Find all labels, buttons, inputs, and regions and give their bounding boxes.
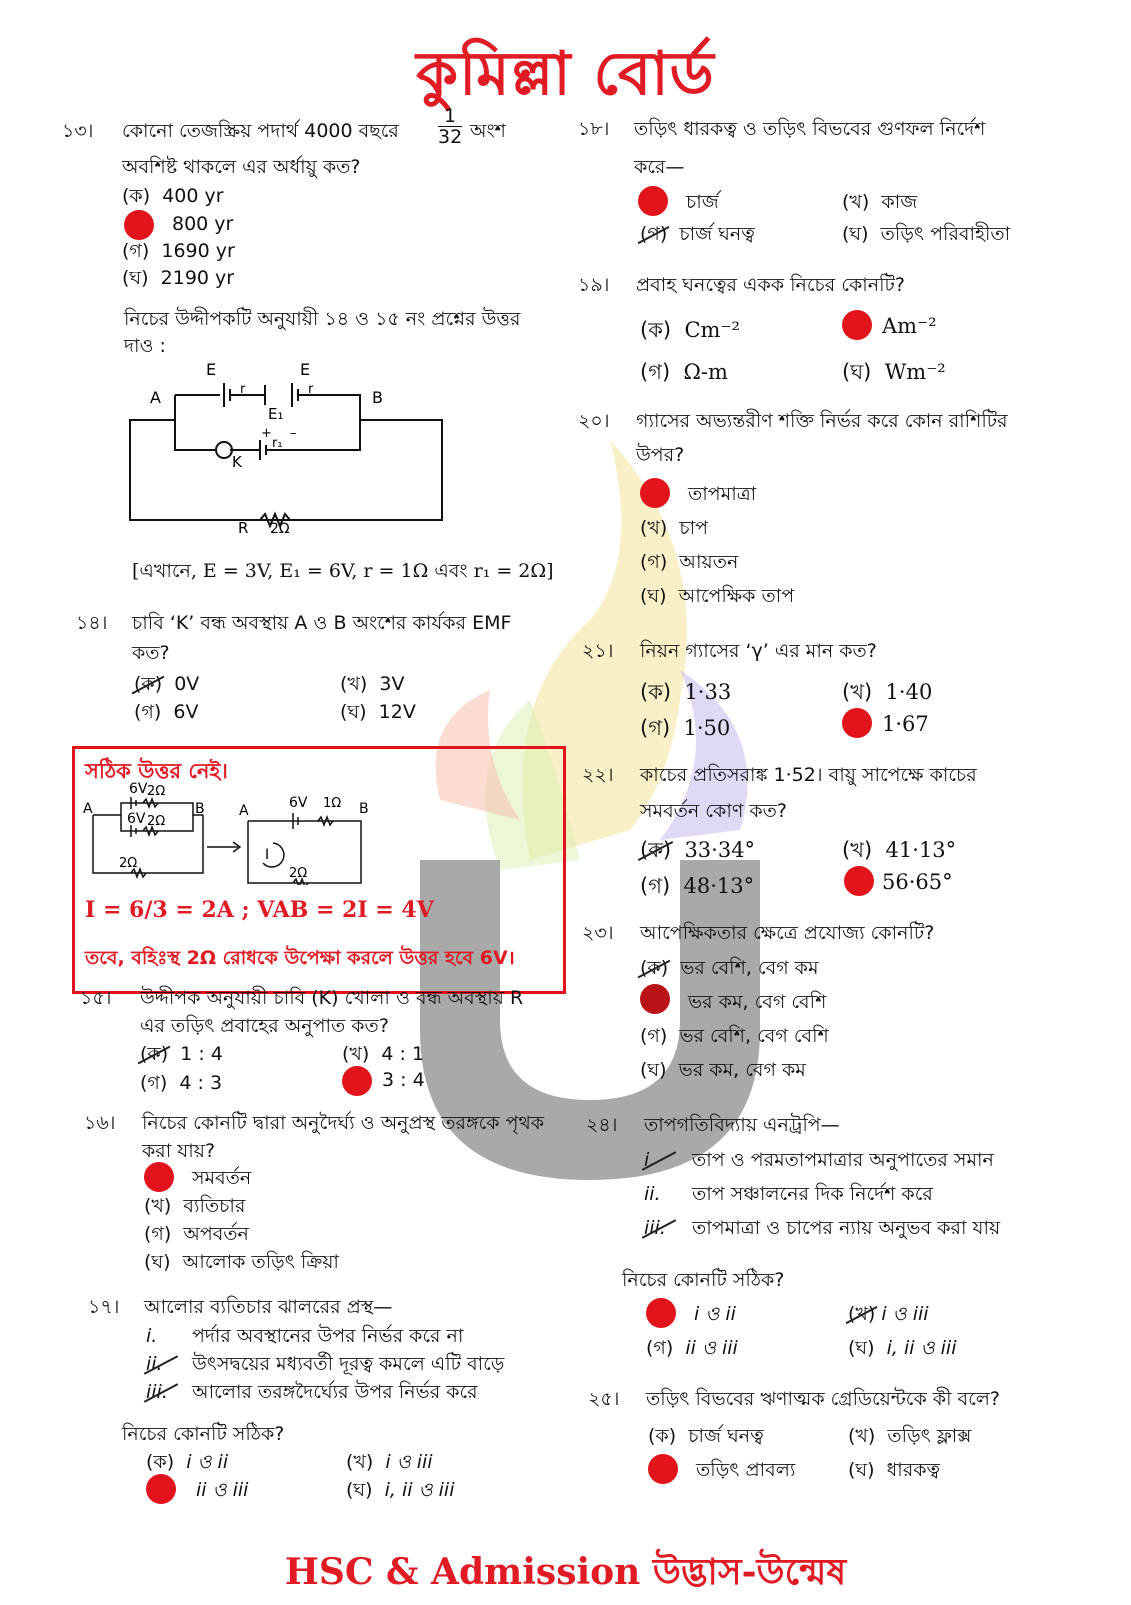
fraction: 1 32 <box>438 105 463 148</box>
question-text: করে— <box>634 156 685 178</box>
answer-marker <box>640 478 670 508</box>
svg-text:2Ω: 2Ω <box>147 814 166 829</box>
node-label: B <box>372 388 383 407</box>
option-label: (ক) <box>640 957 669 979</box>
footer-brand: HSC & Admission উদ্ভাস-উন্মেষ <box>284 1551 847 1593</box>
question-number: ২৪। <box>586 1114 618 1136</box>
question-text: নিচের কোনটি দ্বারা অনুদৈর্ঘ্য ও অনুপ্রস্থ তরঙ্গকে পৃথক <box>142 1112 545 1134</box>
answer-marker <box>648 1454 678 1484</box>
plus-sign: + <box>261 426 272 441</box>
option-label: (গ) <box>640 360 671 384</box>
question-text: তড়িৎ ধারকত্ব ও তড়িৎ বিভবের গুণফল নির্দেশ <box>634 118 986 140</box>
svg-text:1Ω: 1Ω <box>323 796 342 811</box>
ask-text: নিচের কোনটি সঠিক? <box>622 1269 785 1291</box>
option-label: (গ) <box>144 1223 172 1245</box>
answer-marker <box>342 1066 372 1096</box>
question-number: ২৩। <box>582 922 614 944</box>
option-label: (ঘ) <box>144 1251 171 1273</box>
option-label: (খ) <box>848 1425 876 1447</box>
svg-text:6V: 6V <box>129 781 148 797</box>
answer-marker <box>124 210 154 240</box>
option-label: (ঘ) <box>640 1059 667 1081</box>
svg-text:A: A <box>83 801 93 817</box>
option-label: (খ) <box>842 191 870 213</box>
key-label: K <box>232 453 242 471</box>
page-title: কুমিল্লা বোর্ড <box>416 39 715 109</box>
question-number: ১৬। <box>84 1112 116 1134</box>
option-label: (খ) <box>346 1451 374 1473</box>
question-text: আপেক্ষিকতার ক্ষেত্রে প্রযোজ্য কোনটি? <box>640 922 935 944</box>
answer-note: তবে, বহিঃস্থ 2Ω রোধকে উপেক্ষা করলে উত্তর হবে 6V। <box>85 947 515 969</box>
question-text: নিয়ন গ্যাসের ‘γ’ এর মান কত? <box>640 640 877 662</box>
question-text: তড়িৎ বিভবের ঋণাত্মক গ্রেডিয়েন্টকে কী বলে? <box>646 1388 1000 1410</box>
option-label: (খ) <box>144 1195 172 1217</box>
svg-text:2Ω: 2Ω <box>289 866 308 881</box>
option-label: (ক) <box>648 1425 677 1447</box>
question-text: কত? <box>132 642 170 664</box>
svg-text:A: A <box>239 803 249 819</box>
question-number: ১৩। <box>62 120 94 142</box>
label-r: r <box>308 382 314 397</box>
question-text: উপর? <box>636 444 685 466</box>
option-text: 1690 yr <box>161 240 235 262</box>
question-text: কোনো তেজস্ক্রিয় পদার্থ 4000 বছরে <box>122 120 399 142</box>
question-text: কাচের প্রতিসরাঙ্ক 1·52। বায়ু সাপেক্ষে কাচের <box>640 764 977 786</box>
question-number: ১৫। <box>80 987 112 1009</box>
option-label: (গ) <box>640 1025 668 1047</box>
option-label: (ঘ) <box>848 1337 875 1359</box>
option-label: (খ) <box>842 838 873 862</box>
option-label: (খ) <box>342 1043 370 1065</box>
option-label: (গ) <box>646 1337 674 1359</box>
option-label: (গ) <box>640 223 668 245</box>
option-label: (গ) <box>122 240 150 262</box>
label-r1: r₁ <box>272 436 283 451</box>
option-label: (ঘ) <box>340 701 367 723</box>
question-text: অবশিষ্ট থাকলে এর অর্ধায়ু কত? <box>122 156 361 178</box>
label-e: E <box>300 360 311 379</box>
option-label: (ঘ) <box>848 1459 875 1481</box>
minus-sign: – <box>290 426 297 441</box>
option-label: (ঘ) <box>346 1479 373 1501</box>
given-values: [এখানে, E = 3V, E₁ = 6V, r = 1Ω এবং r₁ = 2Ω] <box>132 560 554 582</box>
answer-formula: I = 6/3 = 2A ; VAB = 2I = 4V <box>85 897 434 923</box>
question-number: ২২। <box>582 764 614 786</box>
option-label: (গ) <box>640 874 671 898</box>
option-text: 400 yr <box>162 185 224 207</box>
question-number: ১৪। <box>76 612 108 634</box>
simplified-circuit <box>83 773 373 885</box>
option-label: (ঘ) <box>640 585 667 607</box>
node-label: A <box>150 388 161 407</box>
question-text: তাপগতিবিদ্যায় এনট্রপি— <box>644 1114 840 1136</box>
question-number: ১৯। <box>578 274 610 296</box>
question-number: ২০। <box>578 410 610 432</box>
resistor-value: 2Ω <box>270 521 290 537</box>
answer-marker <box>844 866 874 896</box>
answer-marker <box>646 1298 676 1328</box>
question-text: করা যায়? <box>142 1140 216 1162</box>
question-text: অংশ <box>470 120 506 142</box>
svg-text:B: B <box>195 801 205 817</box>
option-label: (খ) <box>640 517 668 539</box>
question-number: ২১। <box>582 640 614 662</box>
answer-marker <box>144 1162 174 1192</box>
question-text: এর তড়িৎ প্রবাহের অনুপাত কত? <box>140 1015 389 1037</box>
answer-explanation-box <box>72 746 566 994</box>
option-label: (ক) <box>146 1451 175 1473</box>
svg-text:2Ω: 2Ω <box>119 856 138 871</box>
question-text: প্রবাহ ঘনত্বের একক নিচের কোনটি? <box>636 274 905 296</box>
option-label: (খ) <box>340 673 368 695</box>
option-text: 800 yr <box>172 213 234 235</box>
question-text: উদ্দীপক অনুযায়ী চাবি (K) খোলা ও বন্ধ অবস্থায় R <box>140 987 524 1009</box>
question-number: ১৮। <box>578 118 610 140</box>
option-label: (ক) <box>140 1043 169 1065</box>
answer-marker <box>842 708 872 738</box>
question-text: চাবি ‘K’ বন্ধ অবস্থায় A ও B অংশের কার্যকর EMF <box>132 612 512 634</box>
question-text: গ্যাসের অভ্যন্তরীণ শক্তি নির্ভর করে কোন রাশিটির <box>636 410 1008 432</box>
circuit-diagram <box>120 355 460 545</box>
answer-marker <box>146 1474 176 1504</box>
option-label: (ঘ) <box>842 223 869 245</box>
option-label: (গ) <box>134 701 162 723</box>
stem-text: নিচের উদ্দীপকটি অনুযায়ী ১৪ ও ১৫ নং প্রশ্নের উত্তর দাও : <box>124 308 521 357</box>
svg-text:6V: 6V <box>289 795 308 811</box>
svg-text:I: I <box>265 847 270 863</box>
resistor-label: R <box>238 519 249 537</box>
question-text: আলোর ব্যতিচার ঝালরের প্রস্থ— <box>144 1296 393 1318</box>
option-label: (ক) <box>640 838 672 862</box>
option-label: (ক) <box>134 673 163 695</box>
option-text: 2190 yr <box>160 267 235 289</box>
ask-text: নিচের কোনটি সঠিক? <box>122 1423 285 1445</box>
svg-text:6V: 6V <box>127 811 146 827</box>
svg-text:B: B <box>359 801 369 817</box>
label-e: E <box>206 360 217 379</box>
option-label: (ঘ) <box>122 267 149 289</box>
label-r: r <box>240 382 246 397</box>
answer-heading: সঠিক উত্তর নেই। <box>85 759 228 783</box>
answer-marker <box>640 984 670 1014</box>
option-label: (গ) <box>640 716 671 740</box>
option-label: (ক) <box>122 185 151 207</box>
option-label: (খ) <box>842 680 873 704</box>
svg-text:2Ω: 2Ω <box>147 784 166 799</box>
question-number: ২৫। <box>588 1388 620 1410</box>
option-label: (ক) <box>640 318 672 342</box>
answer-marker <box>638 186 668 216</box>
option-label: (খ) <box>848 1303 876 1325</box>
option-label: (গ) <box>640 551 668 573</box>
label-e1: E₁ <box>268 405 284 423</box>
option-label: (ক) <box>640 680 672 704</box>
option-label: (ঘ) <box>842 360 872 384</box>
question-text: সমবর্তন কোণ কত? <box>640 800 787 822</box>
answer-marker <box>842 310 872 340</box>
question-number: ১৭। <box>88 1296 120 1318</box>
option-label: (গ) <box>140 1072 168 1094</box>
